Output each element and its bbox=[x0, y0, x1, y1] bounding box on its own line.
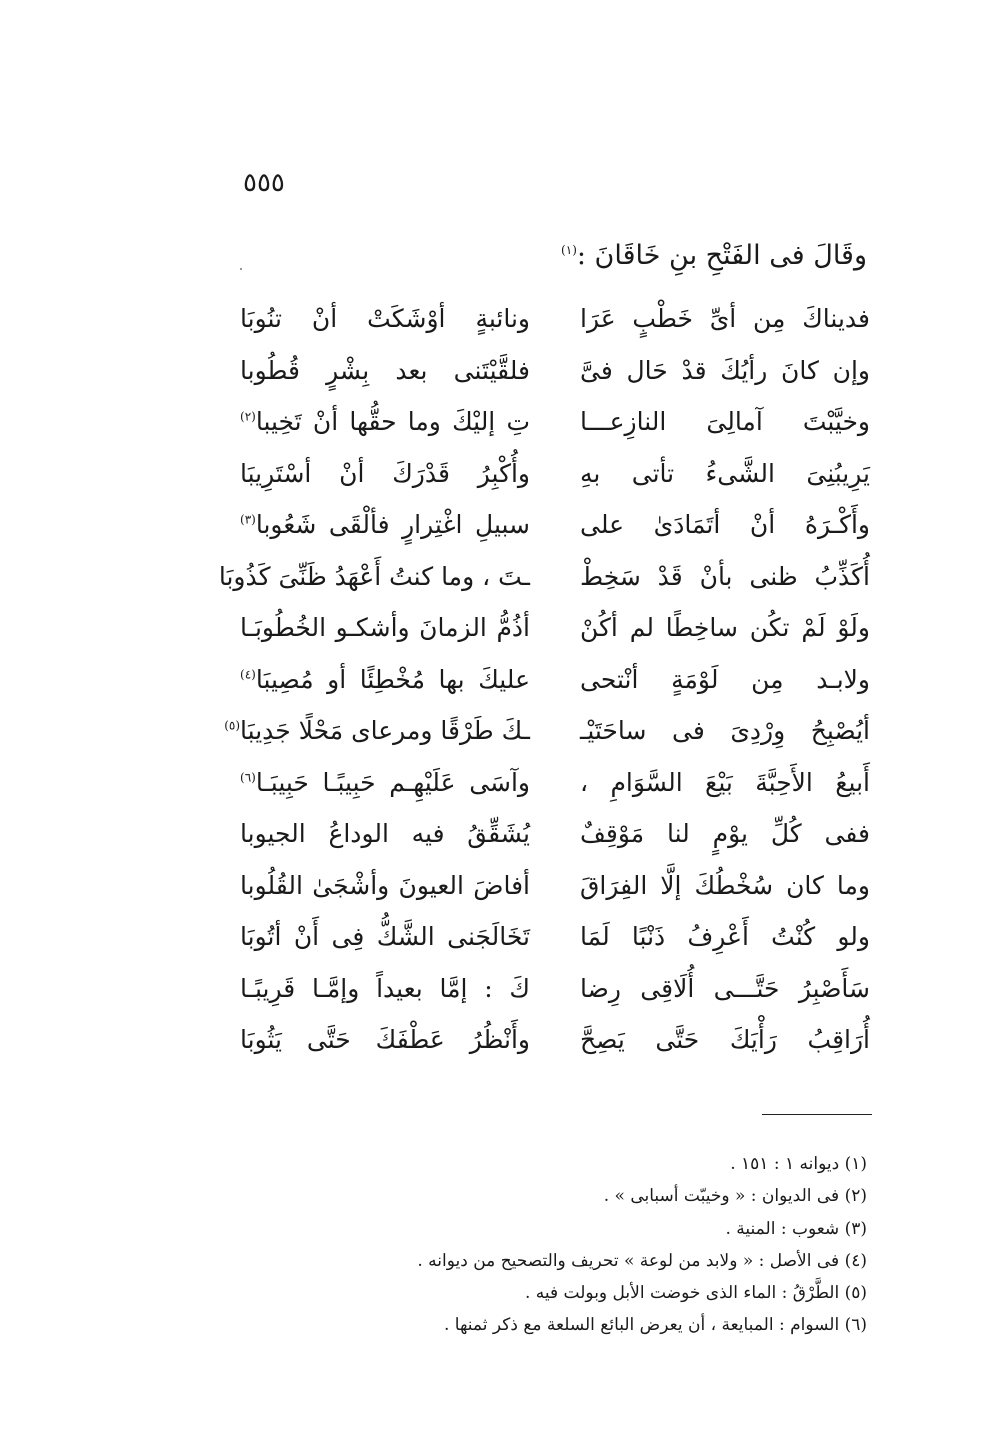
verse-first-hemistich: أُكَذِّبُ ظنى بأنْ قَدْ سَخِطْ bbox=[580, 561, 870, 591]
footnote-item: (٦) السوام : المبايعة ، أن يعرض البائع السلعة مع ذكر ثمنها . bbox=[443, 1315, 867, 1336]
verse-second-hemistich bbox=[240, 819, 530, 848]
verse-second-text: أفاضَ العيونَ وأشْجَىٰ القُلُوبا bbox=[240, 870, 530, 900]
verse-note-marker: (٢) bbox=[240, 409, 256, 424]
verse-note-marker: (٤) bbox=[240, 667, 256, 682]
verse-note-marker: (٣) bbox=[240, 512, 256, 527]
verse-second-hemistich bbox=[240, 922, 530, 951]
verse-second-text: ونائبةٍ أوْشَكَتْ أنْ تنُوبَا bbox=[240, 304, 530, 333]
verse-second-text: ـتَ ، وما كنتُ أَعْهَدُ ظَنِّىَ كَذُوبَا bbox=[218, 561, 530, 591]
verse-second-text: تَخَالَجَنى الشَّكُّ فِى أَنْ أتُوبَا bbox=[240, 922, 530, 951]
verse-second-text: أذُمُّ الزمانَ وأشكـو الخُطُوبَـا bbox=[240, 613, 530, 642]
verse-second-text: كَ : إمَّا بعيداً وإمَّـا قَرِيبًـا bbox=[240, 973, 530, 1003]
verse-second-hemistich bbox=[240, 665, 530, 694]
verse-first-hemistich: ففى كُلِّ يوْمٍ لنا مَوْقِفٌ bbox=[580, 819, 870, 848]
verse-second-text: سبيلِ اغْتِرارٍ فألْقَى شَعُوبا bbox=[255, 510, 530, 539]
poem bbox=[218, 296, 870, 1069]
footnote-item: (١) ديوانه ١ : ١٥١ . bbox=[730, 1154, 867, 1174]
verse-first-hemistich: ولو كُنْتُ أَعْرِفُ ذَنْبًا لَمَا bbox=[580, 922, 870, 951]
verse-second-hemistich bbox=[240, 613, 530, 642]
heading-note-marker: (١) bbox=[561, 243, 577, 257]
verse-first-hemistich: أيُصْبِحُ وِرْدِىَ فى ساحَتَيْـ bbox=[580, 716, 870, 745]
verse-note-marker: (٦) bbox=[240, 770, 256, 785]
verse-second-hemistich bbox=[224, 716, 530, 745]
verse-line bbox=[240, 966, 870, 1018]
verse-second-hemistich bbox=[240, 459, 530, 488]
verse-first-hemistich: وخيَّبْتَ آمالِىَ النازِعـــا bbox=[580, 407, 870, 436]
verse-first-hemistich: سَأَصْبِرُ حَتَّـــى أُلَاقِى رِضا bbox=[580, 973, 870, 1003]
footnote-item: (٥) الطَّرْقُ : الماء الذى خوضت الأبل وبولت فيه . bbox=[524, 1283, 867, 1304]
verse-line bbox=[240, 863, 870, 915]
verse-note-marker: (٥) bbox=[224, 718, 241, 733]
verse-line bbox=[240, 605, 870, 657]
verse-line bbox=[218, 554, 870, 606]
verse-line bbox=[240, 811, 870, 863]
poem-heading bbox=[561, 240, 867, 271]
footnote-divider bbox=[762, 1114, 872, 1115]
verse-second-hemistich bbox=[240, 871, 530, 900]
verse-first-hemistich: ولَوْ لَمْ تكُن ساخِطًا لم أكُنْ bbox=[580, 613, 870, 642]
verse-second-hemistich bbox=[240, 974, 530, 1003]
verse-first-hemistich: ولابـد مِن لَوْمَةٍ أنْتحى bbox=[580, 664, 870, 694]
verse-second-hemistich bbox=[240, 1025, 530, 1054]
verse-line bbox=[240, 399, 870, 451]
page-number: ٥٥٥ bbox=[243, 168, 285, 198]
verse-line bbox=[240, 914, 870, 966]
verse-second-text: تِ إليْكَ وما حقُّها أنْ تَخِيبا bbox=[255, 407, 530, 436]
verse-second-hemistich bbox=[240, 510, 530, 539]
print-speck bbox=[240, 268, 242, 270]
verse-second-hemistich bbox=[240, 407, 530, 436]
verse-second-hemistich bbox=[240, 768, 530, 797]
footnote-item: (٣) شعوب : المنية . bbox=[725, 1218, 867, 1239]
footnote-item: (٤) فى الأصل : « ولابد من لوعة » تحريف والتصحيح من ديوانه . bbox=[417, 1250, 867, 1271]
verse-line bbox=[240, 451, 870, 503]
verse-second-text: وأُكْبِرُ قَدْرَكَ أنْ أسْتَرِيبَا bbox=[240, 458, 530, 488]
verse-second-text: وآسَى عَلَيْهِـم حَبِيبًـا حَبِيبَـا bbox=[255, 767, 530, 797]
verse-second-text: يُشَقِّقُ فيه الوداعُ الجيوبا bbox=[240, 819, 530, 848]
verse-second-text: ـكَ طَرْقًا ومرعاى مَحْلًا جَدِيبَا bbox=[240, 716, 530, 745]
verse-second-hemistich bbox=[240, 356, 530, 385]
verse-second-text: فلقَّيْتَنى بعد بِشْرٍ قُطُوبا bbox=[240, 355, 530, 385]
verse-first-hemistich: وإن كانَ رأيُكَ قدْ حَال فىَّ bbox=[580, 355, 870, 385]
verse-first-hemistich: فديناكَ مِن أىِّ خَطْبٍ عَرَا bbox=[580, 304, 870, 333]
verse-line bbox=[224, 708, 870, 760]
verse-second-hemistich bbox=[218, 561, 530, 591]
verse-first-hemistich: أُرَاقِبُ رَأْيَكَ حَتَّى يَصِحَّ bbox=[580, 1025, 870, 1054]
verse-first-hemistich: وما كان سُخْطُكَ إلَّا الفِرَاقَ bbox=[580, 870, 870, 900]
verse-first-hemistich: يَرِيبُنِىَ الشَّىءُ تأتى بهِ bbox=[580, 458, 870, 488]
verse-second-hemistich bbox=[240, 304, 530, 333]
verse-line bbox=[240, 657, 870, 709]
verse-line bbox=[240, 502, 870, 554]
footnote-item: (٢) فى الديوان : « وخيبّت أسبابى » . bbox=[603, 1186, 867, 1207]
verse-line bbox=[240, 348, 870, 400]
verse-line bbox=[240, 296, 870, 348]
verse-first-hemistich: وأَكْـرَهُ أنْ أتَمَادَىٰ على bbox=[580, 510, 870, 539]
verse-line bbox=[240, 760, 870, 812]
verse-second-text: وأَنْظُرُ عَطْفَكَ حَتَّى يَثُوبَا bbox=[240, 1025, 530, 1054]
verse-first-hemistich: أَبيعُ الأَحِبَّةَ بَيْعَ السَّوَامِ ، bbox=[580, 767, 870, 797]
poem-heading-text: وقَالَ فى الفَتْحِ بنِ خَاقَانَ : bbox=[576, 240, 867, 271]
verse-second-text: عليكَ بها مُخْطِئًا أو مُصِيبَا bbox=[255, 664, 530, 694]
verse-line bbox=[240, 1017, 870, 1069]
footnotes bbox=[247, 1148, 867, 1342]
